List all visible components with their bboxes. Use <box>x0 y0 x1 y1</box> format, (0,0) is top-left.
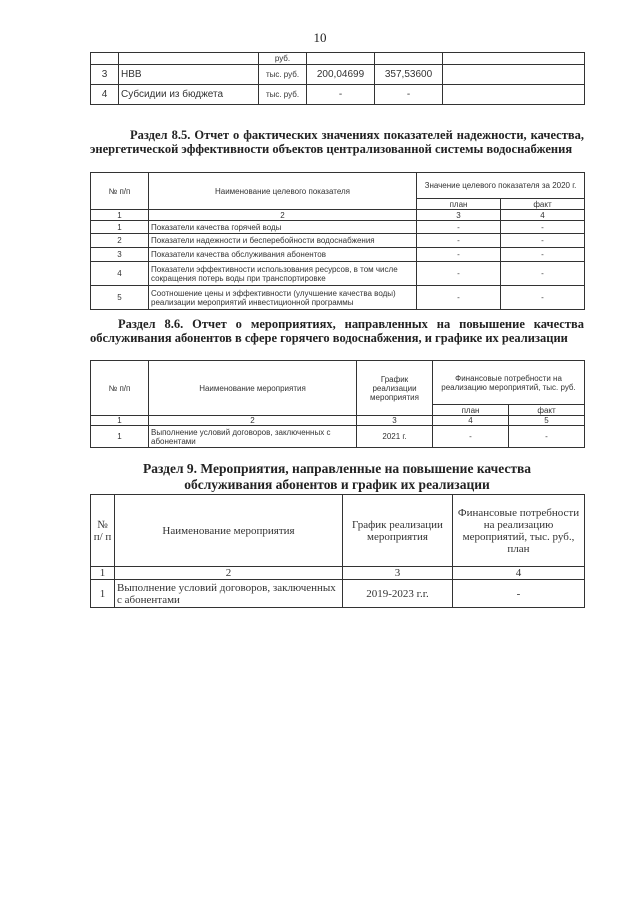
table-row: 1 Показатели качества горячей воды - - <box>91 221 585 234</box>
table-row: руб. <box>91 53 585 65</box>
column-numbers-row: 1 2 3 4 <box>91 567 585 580</box>
table-8-6: № п/п Наименование мероприятия График реализации мероприятия Финансовые потребности на реализацию мероприятий, тыс. руб. план факт 1 2 3 4 5 1 Выполнение условий договоров, заключенных с абонентами 2021 г. - - <box>90 360 585 448</box>
table-top <box>90 52 585 105</box>
table-header-row: № п/п Наименование целевого показателя Значение целевого показателя за 2020 г. <box>91 173 585 199</box>
table-row: 3 Показатели качества обслуживания абонентов - - <box>91 248 585 262</box>
table-8-5: № п/п Наименование целевого показателя Значение целевого показателя за 2020 г. план факт 1 2 3 4 1 Показатели качества горячей воды - - 2 Показатели надежности и бесперебойности водоснабжения - - 3 Показатели качества обслуживания абонентов - - 4 Показатели эффективности использования ресурсов, в том числе сокращения потерь воды при транспортировке - - 5 Соотношение цены и эффективности (улучшение качества воды) реализации мероприятий инвестиционной программы - - <box>90 172 585 310</box>
table-row: 4 Субсидии из бюджета тыс. руб. - - <box>91 85 585 105</box>
table-9 <box>90 494 585 608</box>
table-row: 3 НВВ тыс. руб. 200,04699 357,53600 <box>91 65 585 85</box>
column-numbers-row: 1 2 3 4 5 <box>91 416 585 426</box>
table-row: 1 Выполнение условий договоров, заключенных с абонентами 2019-2023 г.г. - <box>91 580 585 608</box>
page-number: 10 <box>313 30 327 45</box>
section-8-5-heading: Раздел 8.5. Отчет о фактических значениях показателей надежности, качества, энергетической эффективности объектов централизованной системы водоснабжения <box>90 128 584 156</box>
table-row: 2 Показатели надежности и бесперебойности водоснабжения - - <box>91 234 585 248</box>
section-8-6-heading: Раздел 8.6. Отчет о мероприятиях, направленных на повышение качества обслуживания абонентов в сфере горячего водоснабжения, и графике их реализации <box>90 317 584 345</box>
table-header-row: № п/п Наименование мероприятия График реализации мероприятия Финансовые потребности на реализацию мероприятий, тыс. руб. <box>91 361 585 405</box>
table-header-row: № п/ п Наименование мероприятия График реализации мероприятия Финансовые потребности на реализацию мероприятий, тыс. руб., план <box>91 495 585 567</box>
column-numbers-row: 1 2 3 4 <box>91 210 585 221</box>
table-row: 4 Показатели эффективности использования ресурсов, в том числе сокращения потерь воды при транспортировке - - <box>91 262 585 286</box>
table-row: 1 Выполнение условий договоров, заключенных с абонентами 2021 г. - - <box>91 426 585 448</box>
section-9-heading: Раздел 9. Мероприятия, направленные на повышение качества обслуживания абонентов и график их реализации <box>142 461 532 492</box>
table-row: 5 Соотношение цены и эффективности (улучшение качества воды) реализации мероприятий инвестиционной программы - - <box>91 286 585 310</box>
